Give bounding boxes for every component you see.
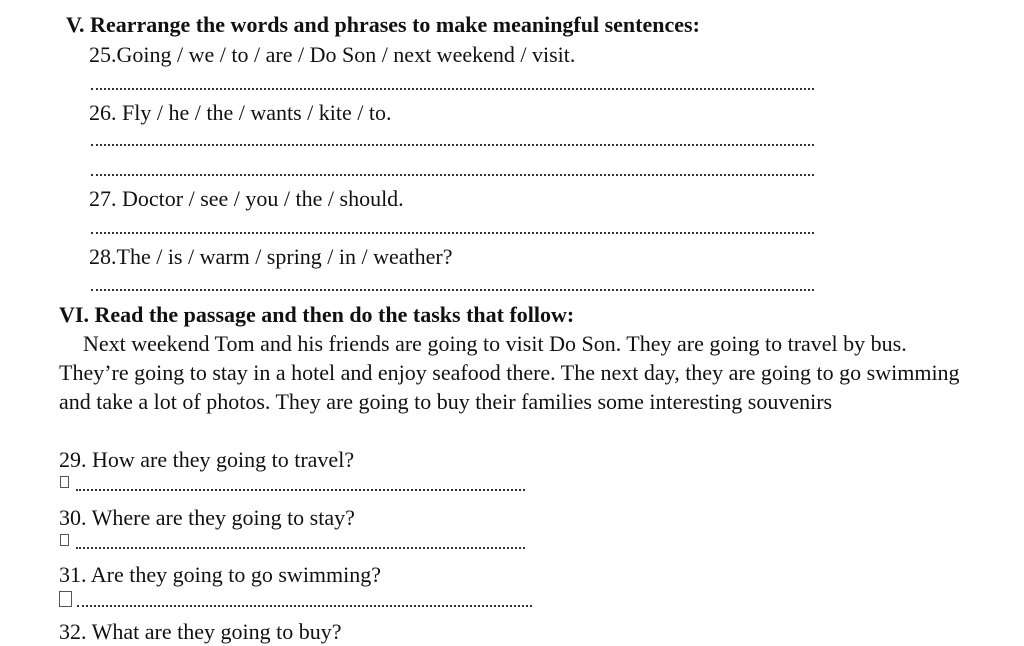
question-25: 25.Going / we / to / are / Do Son / next weekend / visit. [89, 42, 576, 67]
question-28: 28.The / is / warm / spring / in / weather? [89, 244, 453, 269]
answer-line-28[interactable] [91, 289, 814, 291]
answer-line-27[interactable] [91, 232, 814, 234]
section-vi-heading: VI. Read the passage and then do the tasks that follow: [59, 302, 575, 327]
question-30: 30. Where are they going to stay? [59, 505, 355, 530]
question-27: 27. Doctor / see / you / the / should. [89, 186, 404, 211]
reading-passage: Next weekend Tom and his friends are going to visit Do Son. They are going to travel by bus. They’re going to stay in a hotel and enjoy seafood there. The next day, they are going to go swimming and take a lot of photos. They are going to buy their families some interesting souvenirs [59, 331, 960, 414]
answer-line-26b[interactable] [91, 174, 814, 176]
question-26: 26. Fly / he / the / wants / kite / to. [89, 100, 392, 125]
answer-line-25[interactable] [91, 88, 814, 90]
section-v-heading: V. Rearrange the words and phrases to make meaningful sentences: [66, 12, 700, 37]
checkbox-icon [60, 534, 69, 546]
answer-line-30[interactable] [76, 547, 525, 549]
question-31: 31. Are they going to go swimming? [59, 562, 382, 587]
question-29: 29. How are they going to travel? [59, 447, 355, 472]
checkbox-icon [60, 476, 69, 488]
answer-line-31[interactable] [77, 605, 532, 607]
question-32: 32. What are they going to buy? [59, 619, 342, 644]
checkbox-icon [59, 591, 72, 607]
answer-line-26a[interactable] [91, 144, 814, 146]
answer-line-29[interactable] [76, 489, 525, 491]
